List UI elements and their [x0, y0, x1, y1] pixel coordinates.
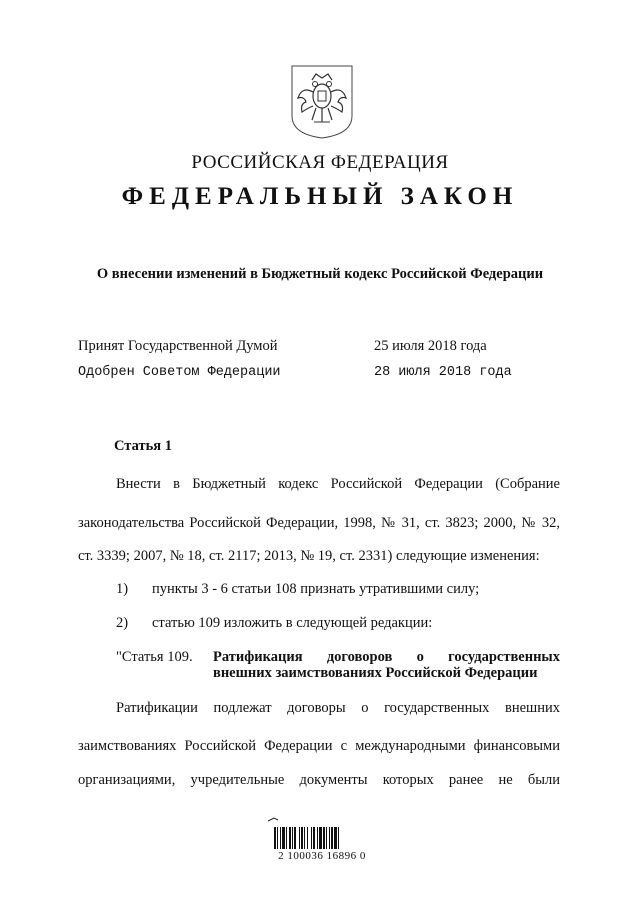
coat-of-arms-icon [290, 64, 354, 140]
quoted-article-label: "Статья 109. [116, 649, 193, 665]
barcode-bar [286, 827, 287, 849]
council-approval-label: Одобрен Советом Федерации [78, 365, 281, 380]
barcode-bar [317, 827, 318, 849]
list-item-text: пункты 3 - 6 статьи 108 признать утратившими силу; [152, 581, 480, 597]
barcode-bar [304, 827, 305, 849]
barcode-bar [326, 827, 327, 849]
barcode-bar [338, 827, 339, 849]
article-body-line: Ратификации подлежат договоры о государственных внешних [116, 700, 560, 716]
article-body-line: организациями, учредительные документы которых ранее не были [78, 772, 560, 788]
article-intro-line: ст. 3339; 2007, № 18, ст. 2117; 2013, № 19, ст. 2331) следующие изменения: [78, 548, 540, 564]
article-heading: Статья 1 [114, 438, 172, 454]
barcode-bar [289, 827, 291, 849]
list-item-number: 1) [116, 581, 129, 597]
barcode-bar [329, 827, 330, 849]
barcode-bar [323, 827, 325, 849]
law-title: О внесении изменений в Бюджетный кодекс Российской Федерации [96, 266, 544, 282]
law-type-heading: ФЕДЕРАЛЬНЫЙ ЗАКОН [121, 183, 519, 210]
list-item-number: 2) [116, 615, 129, 631]
barcode-bar [280, 827, 281, 849]
barcode-bar [319, 827, 322, 849]
country-name: РОССИЙСКАЯ ФЕДЕРАЦИЯ [191, 152, 449, 173]
article-body-line: заимствованиях Российской Федерации с международными финансовыми [78, 738, 560, 754]
barcode-bar [277, 827, 278, 849]
barcode-bar [299, 827, 300, 849]
barcode-bar [311, 827, 312, 849]
article-intro-line: законодательства Российской Федерации, 1998, № 31, ст. 3823; 2000, № 32, [78, 515, 560, 531]
barcode-bar [301, 827, 303, 849]
duma-adoption-date: 25 июля 2018 года [374, 338, 487, 354]
council-approval-date: 28 июля 2018 года [374, 365, 512, 380]
quoted-article-title: Ратификация договоров о государственных [213, 649, 560, 665]
barcode-bar [313, 827, 315, 849]
barcode-bar [294, 827, 296, 849]
barcode-bar [307, 827, 308, 849]
quoted-article-title: внешних заимствованиях Российской Федерации [213, 665, 538, 681]
list-item-text: статью 109 изложить в следующей редакции: [152, 615, 433, 631]
barcode-number: 2 100036 16896 0 [278, 850, 366, 862]
barcode-bar [334, 827, 337, 849]
barcode-bar [331, 827, 333, 849]
article-intro-line: Внести в Бюджетный кодекс Российской Федерации (Собрание [116, 476, 560, 492]
barcode-bar [292, 827, 293, 849]
barcode-bar [282, 827, 285, 849]
duma-adoption-label: Принят Государственной Думой [78, 338, 278, 354]
barcode-bar [274, 827, 276, 849]
